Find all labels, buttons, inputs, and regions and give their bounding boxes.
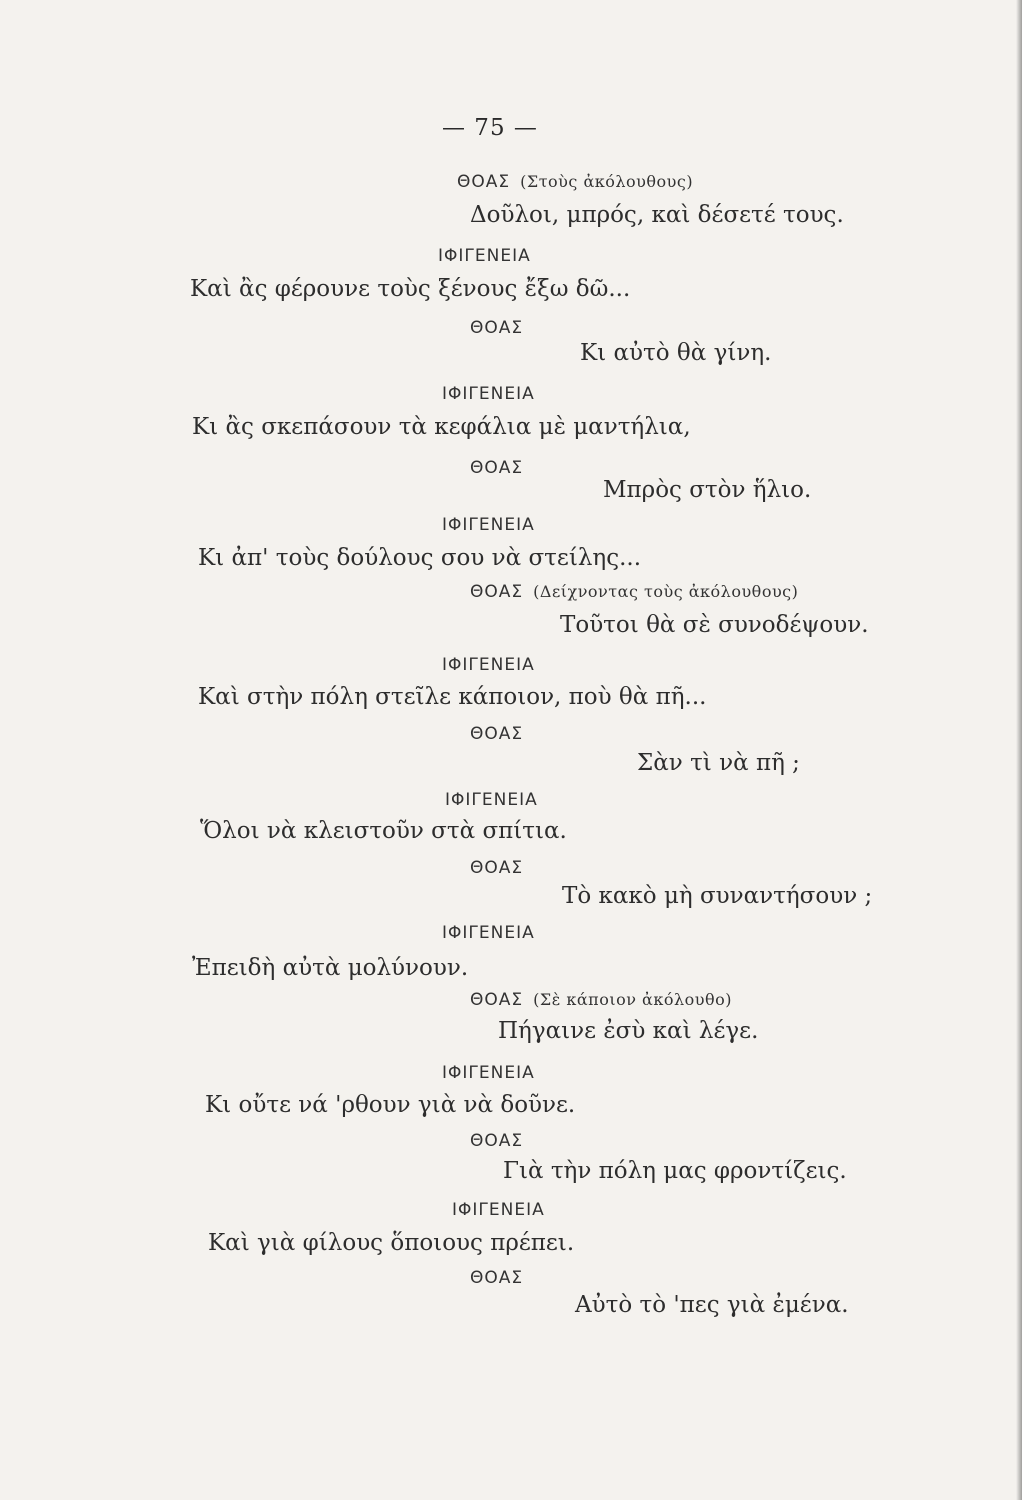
speaker-label: ΘΟΑΣ [470,1268,524,1288]
page-edge-shadow [1016,0,1022,1500]
dialogue-line: Μπρὸς στὸν ἥλιο. [603,477,812,503]
dialogue-line: Αὐτὸ τὸ 'πες γιὰ ἐμένα. [575,1292,849,1318]
speaker-label: ΙΦΙΓΕΝΕΙΑ [442,515,535,535]
dialogue-line: Τοῦτοι θὰ σὲ συνοδέψουν. [560,612,869,638]
dialogue-line: Τὸ κακὸ μὴ συναντήσουν ; [562,883,873,909]
speaker-label: ΙΦΙΓΕΝΕΙΑ [452,1200,545,1220]
dialogue-line: Καὶ γιὰ φίλους ὅποιους πρέπει. [208,1230,575,1256]
speaker-label: ΙΦΙΓΕΝΕΙΑ [438,246,531,266]
speaker-label: ΘΟΑΣ [470,458,524,478]
stage-direction: (Στοὺς ἀκόλουθους) [520,172,694,191]
speaker-label: ΙΦΙΓΕΝΕΙΑ [442,923,535,943]
dialogue-line: Ἐπειδὴ αὐτὰ μολύνουν. [192,955,469,981]
dialogue-line: Ὅλοι νὰ κλειστοῦν στὰ σπίτια. [200,818,567,844]
stage-direction: (Σὲ κάποιον ἀκόλουθο) [533,990,732,1009]
speaker-label: ΘΟΑΣ (Δείχνοντας τοὺς ἀκόλουθους) [470,582,799,602]
speaker-label: ΘΟΑΣ (Στοὺς ἀκόλουθους) [457,172,694,192]
speaker-label: ΘΟΑΣ [470,1131,524,1151]
dialogue-line: Καὶ στὴν πόλη στεῖλε κάποιον, ποὺ θὰ πῆ... [198,684,707,710]
speaker-label: ΙΦΙΓΕΝΕΙΑ [442,1063,535,1083]
dialogue-line: Κι οὔτε νά 'ρθουν γιὰ νὰ δοῦνε. [205,1092,576,1118]
dialogue-line: Κι αὐτὸ θὰ γίνη. [580,340,772,366]
dialogue-line: Καὶ ἂς φέρουνε τοὺς ξένους ἔξω δῶ... [190,276,631,302]
page-number: — 75 — [442,115,538,141]
dialogue-line: Κι ἂς σκεπάσουν τὰ κεφάλια μὲ μαντήλια, [192,414,691,440]
speaker-label: ΙΦΙΓΕΝΕΙΑ [442,384,535,404]
speaker-label: ΘΟΑΣ [470,318,524,338]
dialogue-line: Πήγαινε ἐσὺ καὶ λέγε. [498,1018,759,1044]
stage-direction: (Δείχνοντας τοὺς ἀκόλουθους) [533,582,799,601]
dialogue-line: Σὰν τὶ νὰ πῆ ; [637,750,800,776]
dialogue-line: Δοῦλοι, μπρός, καὶ δέσετέ τους. [470,202,844,228]
dialogue-line: Γιὰ τὴν πόλη μας φροντίζεις. [503,1158,847,1184]
speaker-label: ΙΦΙΓΕΝΕΙΑ [445,790,538,810]
dialogue-line: Κι ἀπ' τοὺς δούλους σου νὰ στείλης... [198,545,642,571]
speaker-label: ΘΟΑΣ (Σὲ κάποιον ἀκόλουθο) [470,990,732,1010]
speaker-label: ΘΟΑΣ [470,724,524,744]
speaker-label: ΘΟΑΣ [470,858,524,878]
speaker-label: ΙΦΙΓΕΝΕΙΑ [442,655,535,675]
